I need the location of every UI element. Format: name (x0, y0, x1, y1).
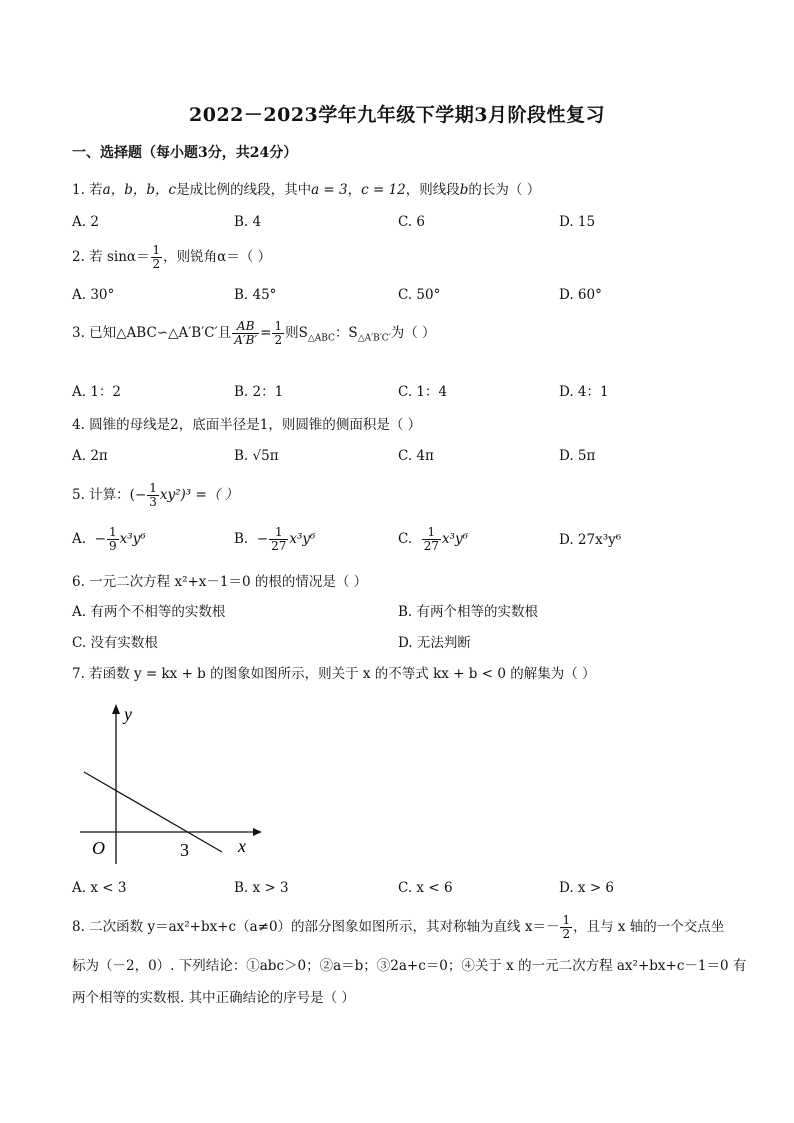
q8-fraction (560, 914, 572, 941)
q3-option-b[interactable]: B. 2：1 (234, 384, 284, 400)
q5-fraction (147, 482, 159, 509)
q4-option-d[interactable]: D. 5π (559, 448, 596, 464)
q8-fraction-num: 1 (562, 913, 571, 927)
q3-ratio-den: A′B′ (234, 333, 258, 347)
q4-option-b[interactable]: B. √5π (234, 448, 279, 464)
question-8-line-3: 两个相等的实数根. 其中正确结论的序号是（ ） (72, 990, 355, 1006)
question-7: 7. 若函数 y = kx + b 的图象如图所示，则关于 x 的不等式 kx + b < 0 的解集为（ ） (72, 666, 596, 682)
q5-option-b-tail: x³y⁶ (289, 531, 316, 547)
q2-option-c[interactable]: C. 50° (398, 287, 441, 303)
q2-fraction-num: 1 (152, 243, 161, 257)
q1-option-c[interactable]: C. 6 (398, 214, 426, 230)
q2-stem-a: 2. 若 sinα＝ (72, 249, 150, 265)
x-axis-arrow (253, 828, 262, 836)
q5-fraction-num: 1 (149, 481, 157, 495)
q1-stem-a: 1. 若 (72, 182, 103, 198)
question-4: 4. 圆锥的母线是2，底面半径是1，则圆锥的侧面积是（ ） (72, 417, 422, 433)
q2-fraction (151, 244, 163, 271)
q5-option-a-num: 1 (108, 525, 117, 539)
question-8-line-2: 标为（－2，0）. 下列结论：①abc＞0；②a＝b；③2a+c＝0；④关于 x 的一元二次方程 ax²+bx+c－1＝0 有 (72, 958, 747, 974)
q1-option-d[interactable]: D. 15 (559, 214, 596, 230)
q3-stem-a: 3. 已知△ABC∽△A′B′C′且 (72, 325, 232, 341)
q3-stem-c: 为（ ） (390, 325, 436, 341)
q5-fraction-den: 3 (149, 495, 157, 509)
q5-option-c-den: 27 (423, 539, 440, 553)
q3-ratio-fraction (232, 320, 259, 347)
q5-option-c-tail: x³y⁶ (442, 531, 469, 547)
q3-equals: = (260, 325, 272, 341)
q3-option-c[interactable]: C. 1：4 (398, 384, 448, 400)
q5-stem-b: xy²)³ =（ ） (159, 487, 239, 503)
q7-option-b[interactable]: B. x > 3 (234, 880, 289, 896)
q5-option-c-label: C. (398, 531, 413, 547)
q2-stem-b: ，则锐角α＝（ ） (163, 249, 272, 265)
q5-stem-a: 5. 计算：(− (72, 487, 147, 503)
q5-option-b-minus: − (256, 531, 269, 547)
q1-stem-c: ，则线段 (405, 182, 460, 198)
q3-sub-1: △ABC (307, 333, 335, 344)
q5-option-a-fraction (107, 526, 119, 553)
q2-option-b[interactable]: B. 45° (234, 287, 277, 303)
x-intercept-label: 3 (180, 840, 189, 860)
q3-colon: ：S (334, 325, 358, 341)
q3-stem-b: 则S (285, 325, 308, 341)
question-6: 6. 一元二次方程 x²+x－1＝0 的根的情况是（ ） (72, 574, 368, 590)
q1-cond-c: c = 12 (361, 182, 406, 198)
q7-option-d[interactable]: D. x > 6 (559, 880, 615, 896)
q5-option-a-tail: x³y⁶ (119, 531, 146, 547)
question-3 (72, 320, 436, 347)
q5-option-b-den: 27 (271, 539, 287, 553)
q1-vars: a，b，b，c (102, 182, 177, 198)
q3-ratio-num: AB (232, 320, 259, 334)
q7-option-a[interactable]: A. x < 3 (72, 880, 127, 896)
q1-stem-b: 是成比例的线段，其中 (176, 182, 312, 198)
question-8-line-1 (72, 914, 724, 941)
q6-option-c[interactable]: C. 没有实数根 (72, 635, 158, 651)
q1-stem-d: 的长为（ ） (468, 182, 541, 198)
q5-option-a-den: 9 (108, 539, 117, 553)
q8-line-1-b: ，且与 x 轴的一个交点坐 (573, 919, 725, 935)
y-axis-label: y (124, 704, 132, 724)
q8-fraction-den: 2 (562, 927, 571, 941)
q1-cond-a: a = 3 (311, 182, 348, 198)
origin-label: O (92, 838, 105, 858)
q1-option-a[interactable]: A. 2 (72, 214, 99, 230)
q5-option-c[interactable] (398, 526, 468, 553)
q1-option-b[interactable]: B. 4 (234, 214, 262, 230)
q4-option-c[interactable]: C. 4π (398, 448, 434, 464)
section-heading: 一、选择题（每小题3分，共24分） (72, 145, 298, 161)
q3-option-d[interactable]: D. 4：1 (559, 384, 609, 400)
q5-option-c-num: 1 (422, 526, 441, 540)
q2-option-a[interactable]: A. 30° (72, 287, 115, 303)
question-2 (72, 244, 271, 271)
q2-fraction-den: 2 (152, 257, 161, 271)
q3-sub-2: △A′B′C′ (357, 333, 391, 344)
q6-option-a[interactable]: A. 有两个不相等的实数根 (72, 604, 226, 620)
q8-line-1-a: 8. 二次函数 y＝ax²+bx+c（a≠0）的部分图象如图所示，其对称轴为直线 x＝－ (72, 919, 560, 935)
q4-option-a[interactable]: A. 2π (72, 448, 108, 464)
q5-option-a-label: A. (72, 531, 87, 547)
q1-var-b: b (459, 182, 469, 198)
q3-half-fraction (272, 320, 284, 347)
q7-function-graph (72, 700, 272, 870)
q5-option-c-fraction (422, 526, 441, 553)
q5-option-b[interactable] (234, 526, 315, 553)
question-5 (72, 482, 238, 509)
q5-option-b-label: B. (234, 531, 249, 547)
x-axis-label: x (238, 836, 246, 856)
q5-option-b-num: 1 (269, 526, 288, 540)
q6-option-d[interactable]: D. 无法判断 (398, 635, 471, 651)
q5-option-a[interactable] (72, 526, 146, 553)
q6-option-b[interactable]: B. 有两个相等的实数根 (398, 604, 539, 620)
question-1: 1. 若a，b，b，c是成比例的线段，其中a = 3，c = 12，则线段b的长为（ ） (72, 182, 541, 198)
page-title: 2022－2023学年九年级下学期3月阶段性复习 (189, 104, 605, 126)
q5-option-d[interactable]: D. 27x³y⁶ (559, 532, 622, 548)
q7-option-c[interactable]: C. x < 6 (398, 880, 453, 896)
y-axis-arrow (112, 704, 120, 714)
q3-option-a[interactable]: A. 1：2 (72, 384, 122, 400)
q2-option-d[interactable]: D. 60° (559, 287, 602, 303)
q5-option-b-fraction (269, 526, 288, 553)
q3-half-den: 2 (274, 333, 283, 347)
q3-half-num: 1 (274, 319, 283, 333)
q5-option-a-minus: − (94, 531, 106, 547)
